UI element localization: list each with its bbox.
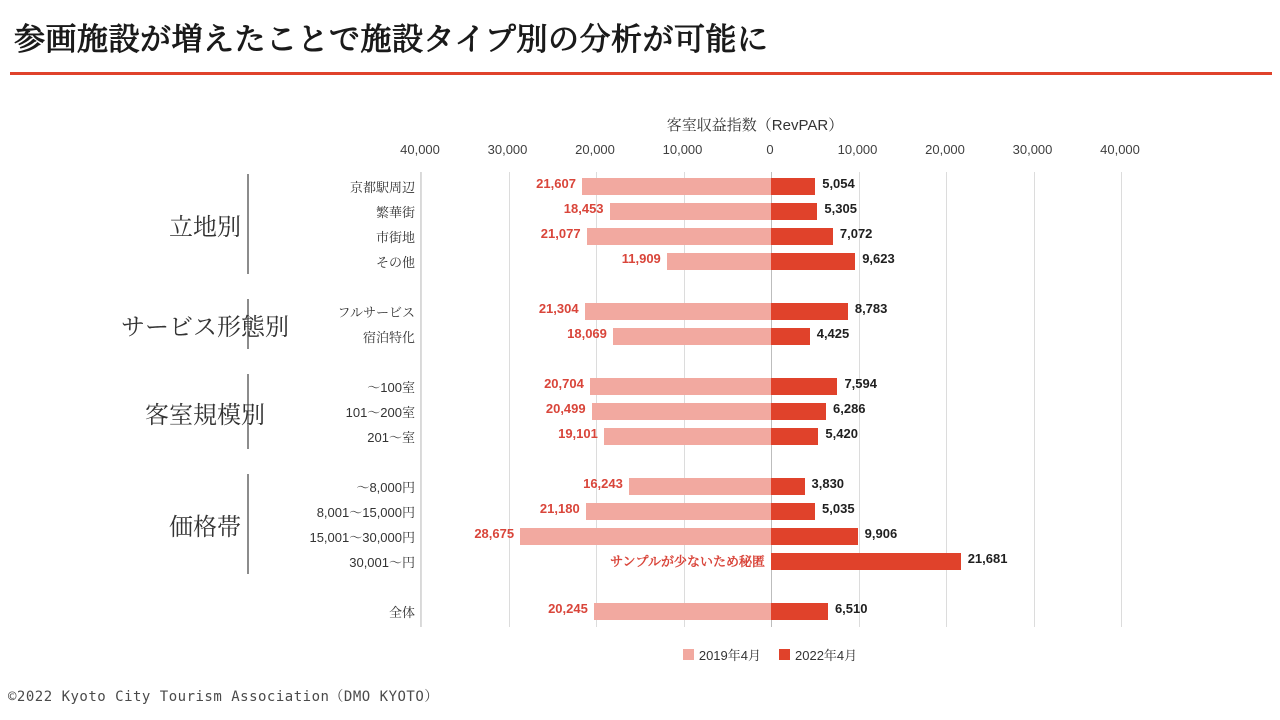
row-label: 繁華街 — [375, 205, 415, 220]
chart-row — [337, 299, 1121, 324]
bar-value-2019: 11,909 — [621, 251, 661, 266]
bar-value-2022: 5,054 — [822, 176, 855, 191]
bar-value-2019: 20,499 — [545, 401, 586, 416]
title-divider — [10, 72, 1272, 75]
bar-2019 — [587, 228, 771, 245]
row-label: 〜8,000円 — [356, 480, 415, 495]
chart-row — [345, 399, 1121, 424]
group-label: 価格帯 — [169, 514, 241, 541]
row-label: 8,001〜15,000円 — [316, 505, 415, 520]
bar-2019 — [610, 203, 771, 220]
bar-2019 — [582, 178, 771, 195]
row-label: 〜100室 — [367, 380, 415, 395]
row-label: 宿泊特化 — [362, 330, 415, 345]
bar-value-2019: 21,304 — [538, 301, 579, 316]
chart-title — [0, 114, 1280, 135]
bar-2019 — [520, 528, 771, 545]
bar-2019 — [590, 378, 771, 395]
bar-2019 — [585, 303, 771, 320]
x-axis-tick-5: 10,000 — [837, 142, 878, 157]
page-title: 参画施設が増えたことで施設タイプ別の分析が可能に — [14, 22, 769, 57]
bar-value-2019: 19,101 — [558, 426, 598, 441]
x-axis-tick-1: 30,000 — [487, 142, 528, 157]
bar-value-2022: 21,681 — [967, 551, 1008, 566]
bar-2022 — [771, 228, 833, 245]
chart-row — [309, 524, 1121, 549]
x-axis-tick-6: 20,000 — [925, 142, 965, 157]
bar-2019 — [586, 503, 771, 520]
chart-row — [349, 549, 1121, 574]
bar-value-2022: 7,072 — [839, 226, 873, 241]
copyright-footer: ©2022 Kyoto City Tourism Association（DMO KYOTO） — [8, 689, 439, 705]
gridline-8 — [1121, 172, 1122, 627]
bar-2022 — [771, 503, 815, 520]
group-label: 立地別 — [169, 214, 241, 241]
legend-swatch-2022-icon — [779, 649, 790, 660]
bar-2019 — [629, 478, 771, 495]
x-axis-tick-2: 20,000 — [575, 142, 615, 157]
row-label: 市街地 — [375, 230, 415, 245]
chart-row — [388, 599, 1121, 624]
bar-value-2019: 21,180 — [539, 501, 580, 516]
legend-swatch-2019-icon — [683, 649, 694, 660]
x-axis-tick-7: 30,000 — [1012, 142, 1053, 157]
masked-sample-note: サンプルが少ないため秘匿 — [610, 554, 765, 569]
plot-area — [309, 172, 1121, 627]
x-axis-tick-0: 40,000 — [400, 142, 440, 157]
x-axis-tick-8: 40,000 — [1100, 142, 1140, 157]
bar-2022 — [771, 553, 961, 570]
bar-2022 — [771, 378, 837, 395]
chart-row — [316, 499, 1121, 524]
bar-value-2022: 7,594 — [844, 376, 877, 391]
bar-2019 — [613, 328, 771, 345]
x-axis-tick-3: 10,000 — [662, 142, 703, 157]
chart-row — [375, 199, 1121, 224]
chart-row — [356, 474, 1121, 499]
bar-2022 — [771, 428, 818, 445]
bar-value-2022: 9,906 — [864, 526, 898, 541]
row-label: 全体 — [388, 605, 415, 620]
bar-value-2019: 28,675 — [474, 526, 515, 541]
x-axis-tick-4: 0 — [766, 142, 774, 157]
bar-2022 — [771, 528, 858, 545]
chart-row — [367, 374, 1121, 399]
bar-2022 — [771, 603, 828, 620]
bar-value-2019: 18,069 — [567, 326, 607, 341]
bar-2022 — [771, 303, 848, 320]
bar-value-2022: 6,510 — [834, 601, 868, 616]
row-label: 101〜200室 — [345, 405, 415, 420]
bar-value-2022: 6,286 — [833, 401, 866, 416]
row-label: 15,001〜30,000円 — [309, 530, 415, 545]
revpar-chart — [0, 100, 1280, 670]
legend-item-2022 — [779, 645, 857, 664]
bar-2022 — [771, 478, 805, 495]
legend-label-2022: 2022年4月 — [795, 648, 858, 663]
bar-value-2019: 21,077 — [540, 226, 581, 241]
x-axis-tick-labels — [400, 142, 1140, 162]
chart-row — [362, 324, 1121, 349]
chart-row — [375, 224, 1121, 249]
row-label: その他 — [375, 255, 415, 270]
chart-title-text: 客室収益指数（RevPAR） — [666, 117, 844, 134]
bar-value-2022: 3,830 — [811, 476, 845, 491]
bar-2022 — [771, 253, 855, 270]
row-label: 201〜室 — [367, 430, 415, 445]
chart-row — [375, 249, 1121, 274]
bar-value-2019: 20,245 — [548, 601, 588, 616]
bar-2022 — [771, 203, 817, 220]
group-label: サービス形態別 — [121, 314, 289, 341]
bar-value-2022: 5,305 — [824, 201, 857, 216]
row-label: 30,001〜円 — [349, 555, 415, 570]
chart-legend — [420, 645, 1120, 664]
bar-value-2019: 20,704 — [544, 376, 584, 391]
bar-2019 — [667, 253, 771, 270]
bar-value-2022: 4,425 — [816, 326, 850, 341]
chart-row — [349, 174, 1121, 199]
bar-2019 — [592, 403, 771, 420]
group-label: 客室規模別 — [145, 401, 265, 429]
bar-value-2019: 21,607 — [536, 176, 576, 191]
bar-value-2022: 8,783 — [854, 301, 888, 316]
row-label: 京都駅周辺 — [349, 180, 415, 195]
legend-item-2019 — [683, 645, 761, 664]
row-label: フルサービス — [337, 305, 415, 320]
bar-2019 — [594, 603, 771, 620]
bar-value-2022: 5,035 — [822, 501, 855, 516]
bar-value-2019: 18,453 — [563, 201, 604, 216]
bar-value-2022: 5,420 — [825, 426, 858, 441]
bar-value-2022: 9,623 — [862, 251, 895, 266]
chart-row — [367, 424, 1121, 449]
bar-2019 — [604, 428, 771, 445]
bar-2022 — [771, 328, 810, 345]
legend-label-2019: 2019年4月 — [698, 648, 761, 663]
bar-2022 — [771, 403, 826, 420]
bar-value-2019: 16,243 — [583, 476, 623, 491]
bar-2022 — [771, 178, 815, 195]
